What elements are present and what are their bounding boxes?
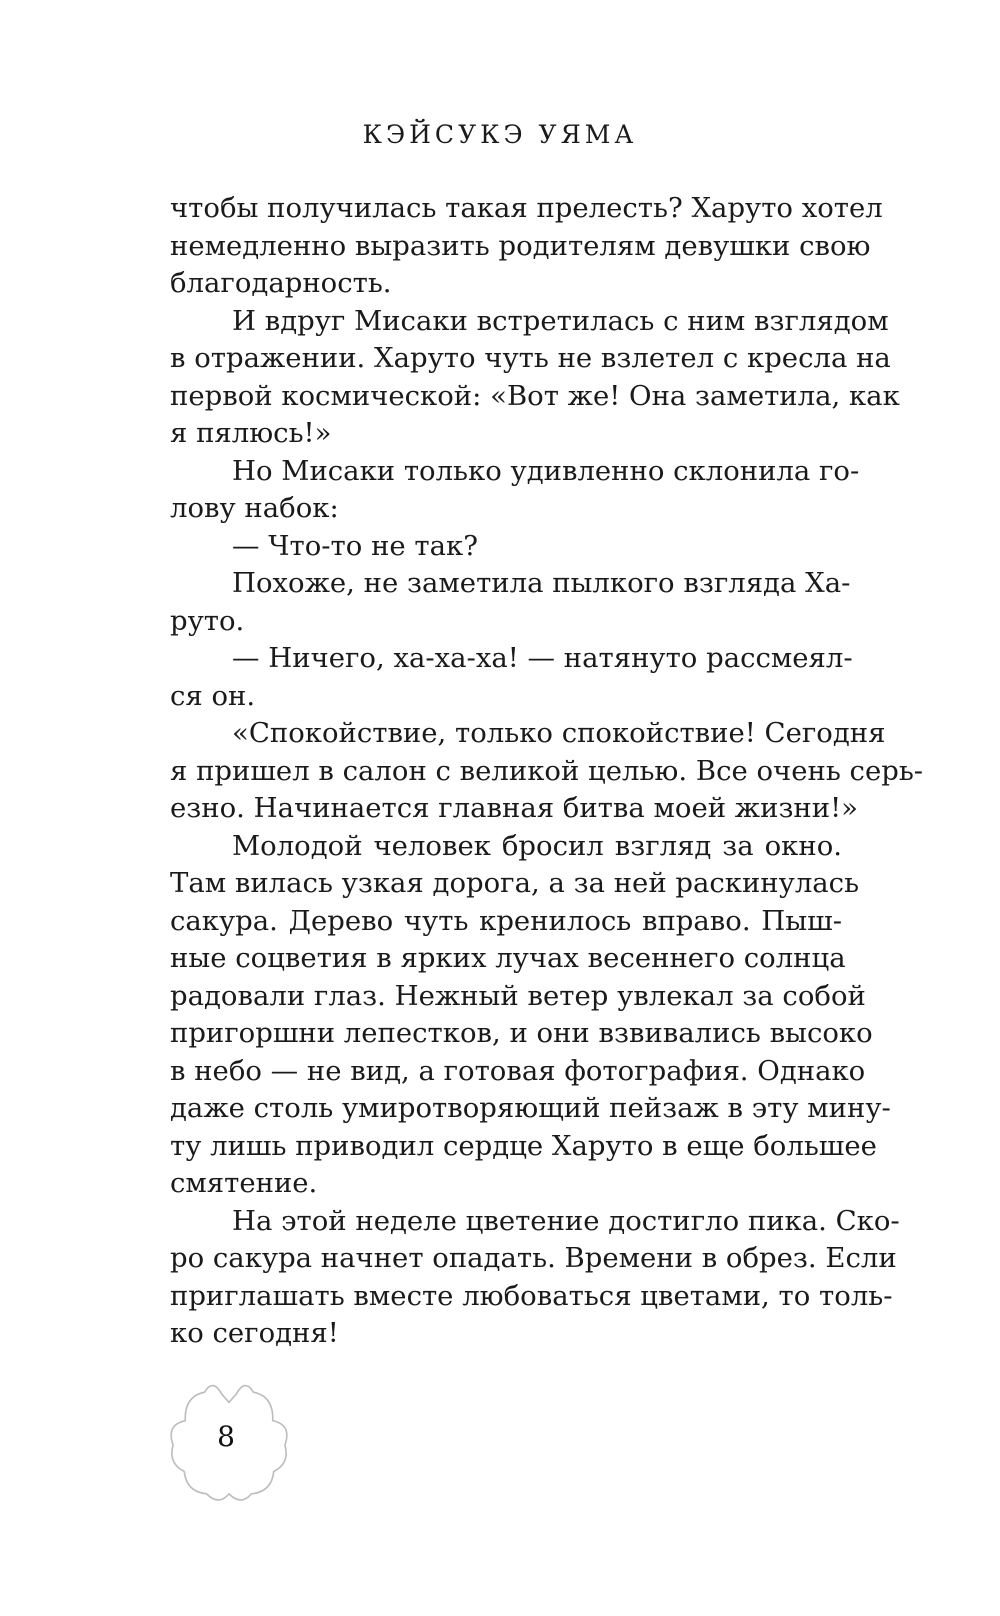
text-line: ро сакура начнет опадать. Времени в обрез. Если <box>170 1242 897 1274</box>
text-line: Там вилась узкая дорога, а за ней раскинулась <box>170 867 860 899</box>
text-line: немедленно выразить родителям девушки свою <box>170 229 871 262</box>
text-line: лову набок: <box>170 492 339 524</box>
text-line: смятение. <box>170 1167 318 1199</box>
text-line: Похоже, не заметила пылкого взгляда Ха- <box>232 567 851 599</box>
text-line: сакура. Дерево чуть кренилось вправо. Пыш- <box>170 904 842 937</box>
text-line: в отражении. Харуто чуть не взлетел с кресла на <box>170 342 891 374</box>
running-head-author: КЭЙСУКЭ УЯМА <box>362 120 638 149</box>
body-text <box>170 190 924 1353</box>
text-line: «Спокойствие, только спокойствие! Сегодня <box>232 717 886 749</box>
text-line: ко сегодня! <box>170 1317 339 1349</box>
page-number: 8 <box>217 1420 235 1453</box>
text-line: — Что-то не так? <box>232 529 478 562</box>
text-line: Молодой человек бросил взгляд за окно. <box>232 829 842 862</box>
text-line: пригоршни лепестков, и они взвивались высоко <box>170 1017 873 1049</box>
text-line: радовали глаз. Нежный ветер увлекал за собой <box>170 979 866 1012</box>
text-line: я пялюсь!» <box>170 417 332 449</box>
text-line: езно. Начинается главная битва моей жизни!» <box>170 792 858 824</box>
text-line: я пришел в салон с великой целью. Все очень серь- <box>170 754 924 787</box>
text-line: даже столь умиротворяющий пейзаж в эту мину- <box>170 1092 891 1124</box>
page-folio <box>168 1380 290 1502</box>
text-line: чтобы получилась такая прелесть? Харуто хотел <box>170 192 883 224</box>
text-line: И вдруг Мисаки встретилась с ним взглядом <box>232 304 889 337</box>
text-line: На этой неделе цветение достигло пика. Ско- <box>232 1204 900 1237</box>
text-line: ту лишь приводил сердце Харуто в еще большее <box>170 1129 877 1162</box>
text-line: ся он. <box>170 679 256 712</box>
text-line: первой космической: «Вот же! Она заметила, как <box>170 379 900 412</box>
text-line: приглашать вместе любоваться цветами, то толь- <box>170 1279 893 1312</box>
text-line: — Ничего, ха-ха-ха! — натянуто рассмеял- <box>232 642 853 674</box>
text-line: ные соцветия в ярких лучах весеннего солнца <box>170 942 846 974</box>
text-line: Но Мисаки только удивленно склонила го- <box>232 454 860 487</box>
text-line: благодарность. <box>170 267 392 299</box>
text-line: в небо — не вид, а готовая фотография. Однако <box>170 1054 866 1087</box>
text-line: руто. <box>170 604 245 637</box>
